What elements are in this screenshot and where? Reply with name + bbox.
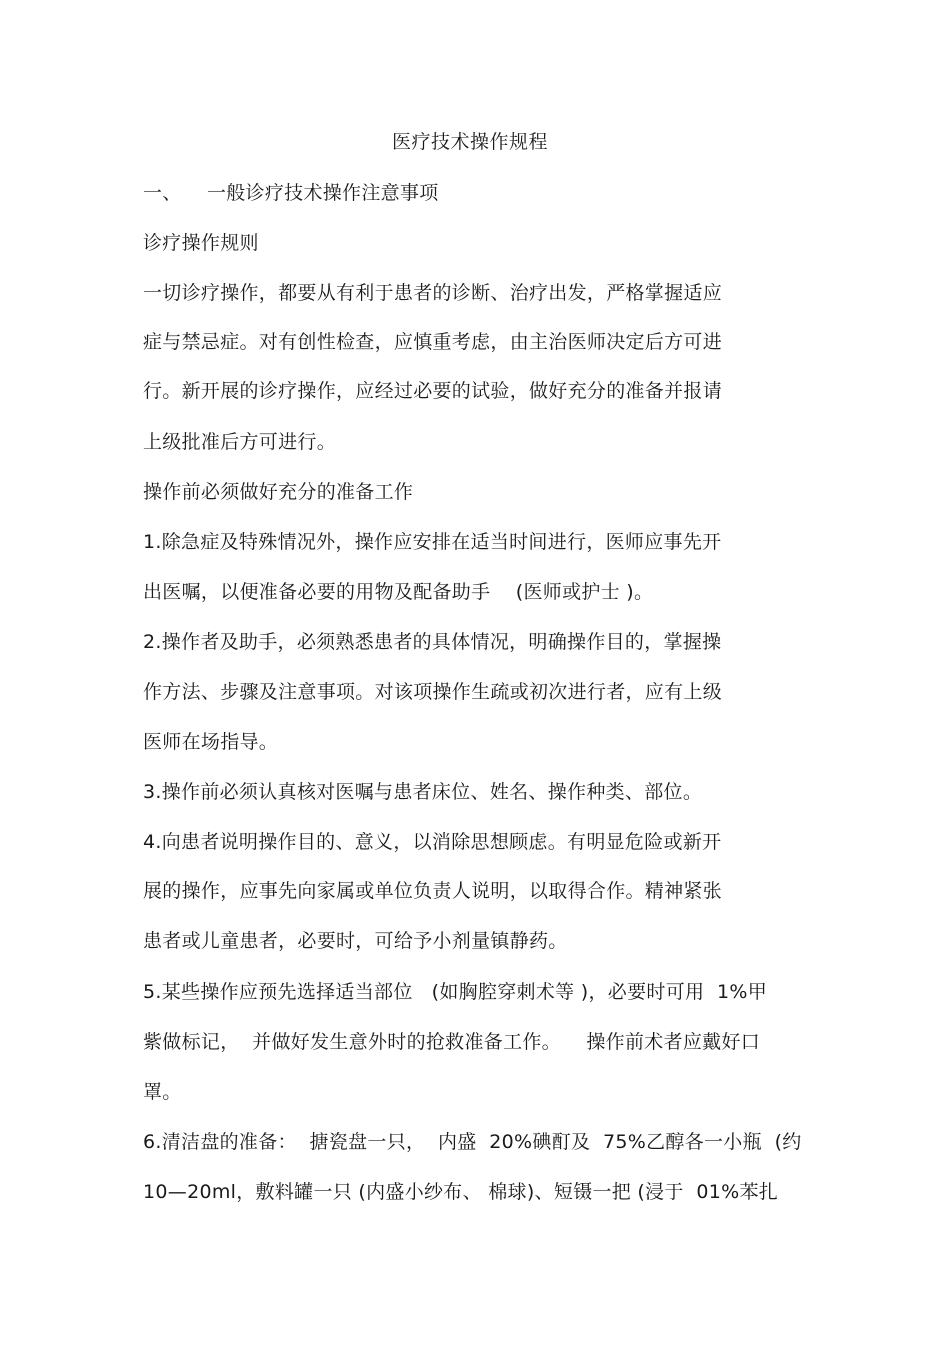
paragraph-line: 医师在场指导。 [143,731,279,753]
paragraph-line: 展的操作，应事先向家属或单位负责人说明，以取得合作。精神紧张 [143,880,723,902]
paragraph-line: 上级批准后方可进行。 [143,431,337,453]
subsection-heading: 操作前必须做好充分的准备工作 [143,481,414,503]
paragraph-line: 10—20ml，敷料罐一只 (内盛小纱布、 棉球)、短镊一把 (浸于 01%苯扎 [143,1181,779,1203]
paragraph-line: 紫做标记， 并做好发生意外时的抢救准备工作。 操作前术者应戴好口 [143,1031,761,1053]
paragraph-line: 1.除急症及特殊情况外，操作应安排在适当时间进行，医师应事先开 [143,531,722,553]
paragraph-line: 作方法、步骤及注意事项。对该项操作生疏或初次进行者，应有上级 [143,681,723,703]
paragraph-line: 症与禁忌症。对有创性检查，应慎重考虑，由主治医师决定后方可进 [143,331,723,353]
paragraph-line: 患者或儿童患者，必要时，可给予小剂量镇静药。 [143,930,568,952]
subsection-heading: 诊疗操作规则 [143,232,259,254]
paragraph-line: 罩。 [143,1081,182,1103]
paragraph-line: 6.清洁盘的准备： 搪瓷盘一只， 内盛 20%碘酊及 75%乙醇各一小瓶 (约 [143,1131,802,1153]
paragraph-line: 行。新开展的诊疗操作，应经过必要的试验，做好充分的准备并报请 [143,380,723,402]
paragraph-line: 出医嘱，以便准备必要的用物及配备助手 (医师或护士 )。 [143,581,654,603]
paragraph-line: 3.操作前必须认真核对医嘱与患者床位、姓名、操作种类、部位。 [143,781,703,803]
paragraph-line: 5.某些操作应预先选择适当部位 (如胸腔穿刺术等 )，必要时可用 1%甲 [143,981,768,1003]
paragraph-line: 一切诊疗操作，都要从有利于患者的诊断、治疗出发，严格掌握适应 [143,282,723,304]
paragraph-line: 2.操作者及助手，必须熟悉患者的具体情况，明确操作目的，掌握操 [143,631,722,653]
paragraph-line: 4.向患者说明操作目的、意义，以消除思想顾虑。有明显危险或新开 [143,831,722,853]
document-title: 医疗技术操作规程 [391,131,548,153]
section-heading: 一、 一般诊疗技术操作注意事项 [143,182,439,204]
